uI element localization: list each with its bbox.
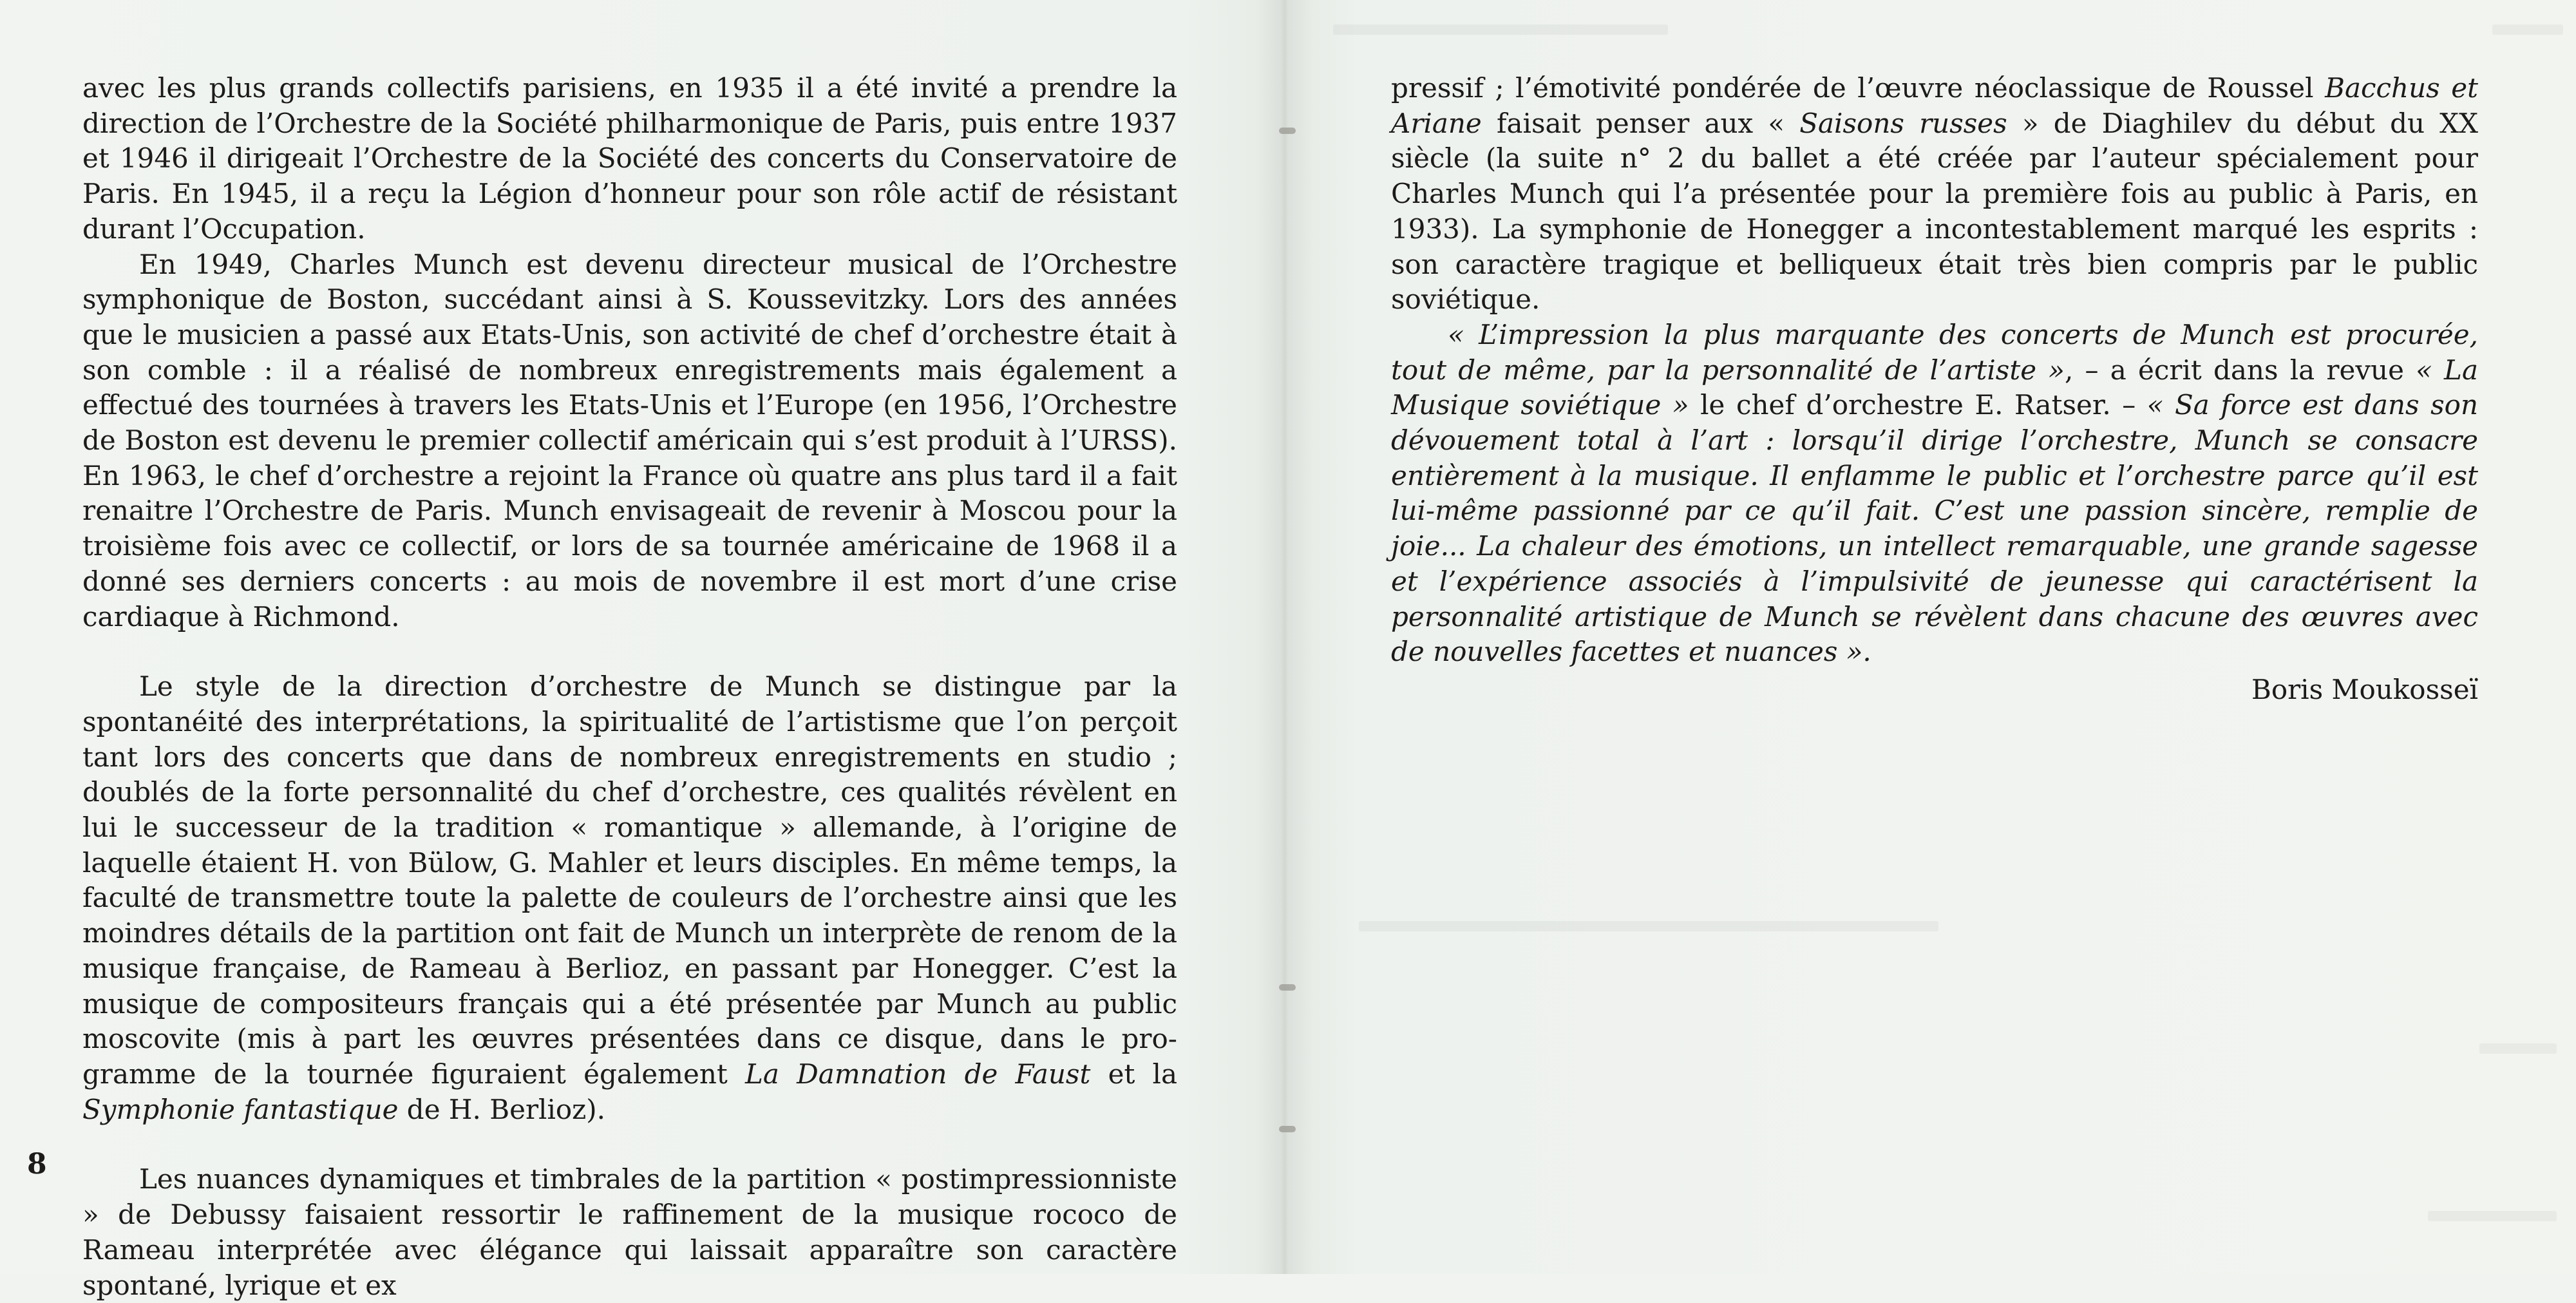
bleed-through-line	[2428, 1211, 2557, 1221]
paragraph	[1391, 318, 2478, 670]
bleed-through-line	[1359, 921, 1938, 931]
review-title: « La Musique soviétique »	[1391, 354, 2478, 421]
staple	[1279, 1126, 1296, 1132]
staple	[1279, 984, 1296, 991]
right-text-column	[1391, 71, 2478, 708]
paragraph-text: de H. Berlioz).	[398, 1093, 606, 1125]
paragraph-text: pressif ; l’émotivité pondérée de l’œuvre néoclassique de Roussel	[1391, 72, 2325, 104]
page-number: 8	[27, 1148, 47, 1181]
quotation: « L’impression la plus marquante des concerts de Munch est procurée, tout de même, par la personnalité de l’artiste »	[1391, 318, 2478, 386]
paragraph-text: faisait penser aux «	[1481, 107, 1800, 139]
paragraph: En 1949, Charles Munch est devenu directeur musical de l’Orchestre symphonique de Boston, succédant ainsi à S. Koussevitzky. Lors des années que le musicien a passé aux Etats-Unis, son activité de chef d’orchestre était à son comble : il a réalisé de nombreux enregistrements mais également a effectué des tournées à travers les Etats-Unis et l’Europe (en 1956, l’Orchestre de Boston est devenu le premier collectif américain qui s’est produit à l’URSS). En 1963, le chef d’orchestre a rejoint la France où quatre ans plus tard il a fait renaitre l’Orchestre de Paris. Munch envisageait de revenir à Moscou pour la troisième fois avec ce collectif, or lors de sa tournée américaine de 1968 il a donné ses derniers concerts : au mois de novembre il est mort d’une crise cardiaque à Richmond.	[82, 248, 1177, 632]
author-signature: Boris Moukosseï	[2251, 673, 2478, 705]
paragraph	[82, 669, 1177, 1127]
work-title: Bacchus et Ariane	[1391, 72, 2478, 139]
book-gutter	[1256, 0, 1314, 1274]
work-title: La Damnation de Faust	[744, 1058, 1091, 1090]
bleed-through-line	[2492, 24, 2563, 35]
paragraph: Les nuances dynamiques et timbrales de la partition « postimpressionniste » de Debussy faisaient ressortir le raffinement de la musique rococo de Rameau interprétée avec élégance qui laissait apparaître son caractère spontané, lyrique et ex	[82, 1163, 1177, 1301]
work-title: Saisons russes	[1799, 107, 2007, 139]
quotation: « Sa force est dans son dévouement total à l’art : lorsqu’il dirige l’orchestre, Munch se consacre entièrement à la musique. Il enflamme le public et l’orchestre parce qu’il est lui-même passionné par ce qu’il fait. C’est une passion sincère, remplie de joie... La chaleur des émotions, un intellect remarquable, une grande sagesse et l’expérience associés à l’impulsivité de jeunesse qui caractérisent la personnalité artistique de Munch se révèlent dans chacune des œuvres avec de nouvelles facettes et nuances ».	[1391, 389, 2479, 668]
staple	[1279, 128, 1296, 134]
paragraph-text: le chef d’orchestre E. Ratser. –	[1689, 389, 2147, 421]
paragraph-text: » de Diaghilev du début du XX siècle (la suite n° 2 du ballet a été créée par l’auteur spécialement pour Charles Munch qui l’a présentée pour la première fois au public à Paris, en 1933). La symphonie de Honegger a incontestablement marqué les esprits : son caractère tragique et belliqueux était très bien compris par le public soviétique.	[1391, 107, 2478, 316]
left-page	[0, 0, 1282, 1301]
bleed-through-line	[1333, 24, 1668, 35]
paragraph: avec les plus grands collectifs parisiens, en 1935 il a été invité a prendre la direction de l’Orchestre de la Société philharmonique de Paris, puis entre 1937 et 1946 il dirigeait l’Orchestre de la Société des concerts du Conservatoire de Paris. En 1945, il a reçu la Légion d’honneur pour son rôle actif de résistant durant l’Occupation.	[82, 72, 1177, 245]
paragraph-text: , – a écrit dans la revue	[2065, 354, 2416, 386]
work-title: Symphonie fantastique	[82, 1093, 399, 1125]
paragraph-text: Le style de la direction d’orchestre de Munch se distingue par la spontanéité des interprétations, la spiritualité de l’artistisme que l’on perçoit tant lors des concerts que dans de nombreux enregistrements en studio ; doublés de la forte personnalité du chef d’orchestre, ces qualités révèlent en lui le successeur de la tradition « romantique » allemande, à l’origine de laquelle étaient H. von Bülow, G. Mahler et leurs disciples. En même temps, la faculté de transmettre toute la palette de couleurs de l’orchestre ainsi que les moindres détails de la partition ont fait de Munch un interprète de renom de la musique française, de Rameau à Berlioz, en passant par Honegger. C’est la musique de compositeurs français qui a été présentée par Munch au public moscovite (mis à part les œuvres présentées dans ce disque, dans le programme de la tournée figuraient également	[82, 671, 1177, 1090]
paragraph	[1391, 71, 2478, 318]
paragraph-text: et la	[1090, 1058, 1177, 1090]
bleed-through-line	[2479, 1043, 2557, 1054]
left-text-column	[82, 71, 1177, 1303]
